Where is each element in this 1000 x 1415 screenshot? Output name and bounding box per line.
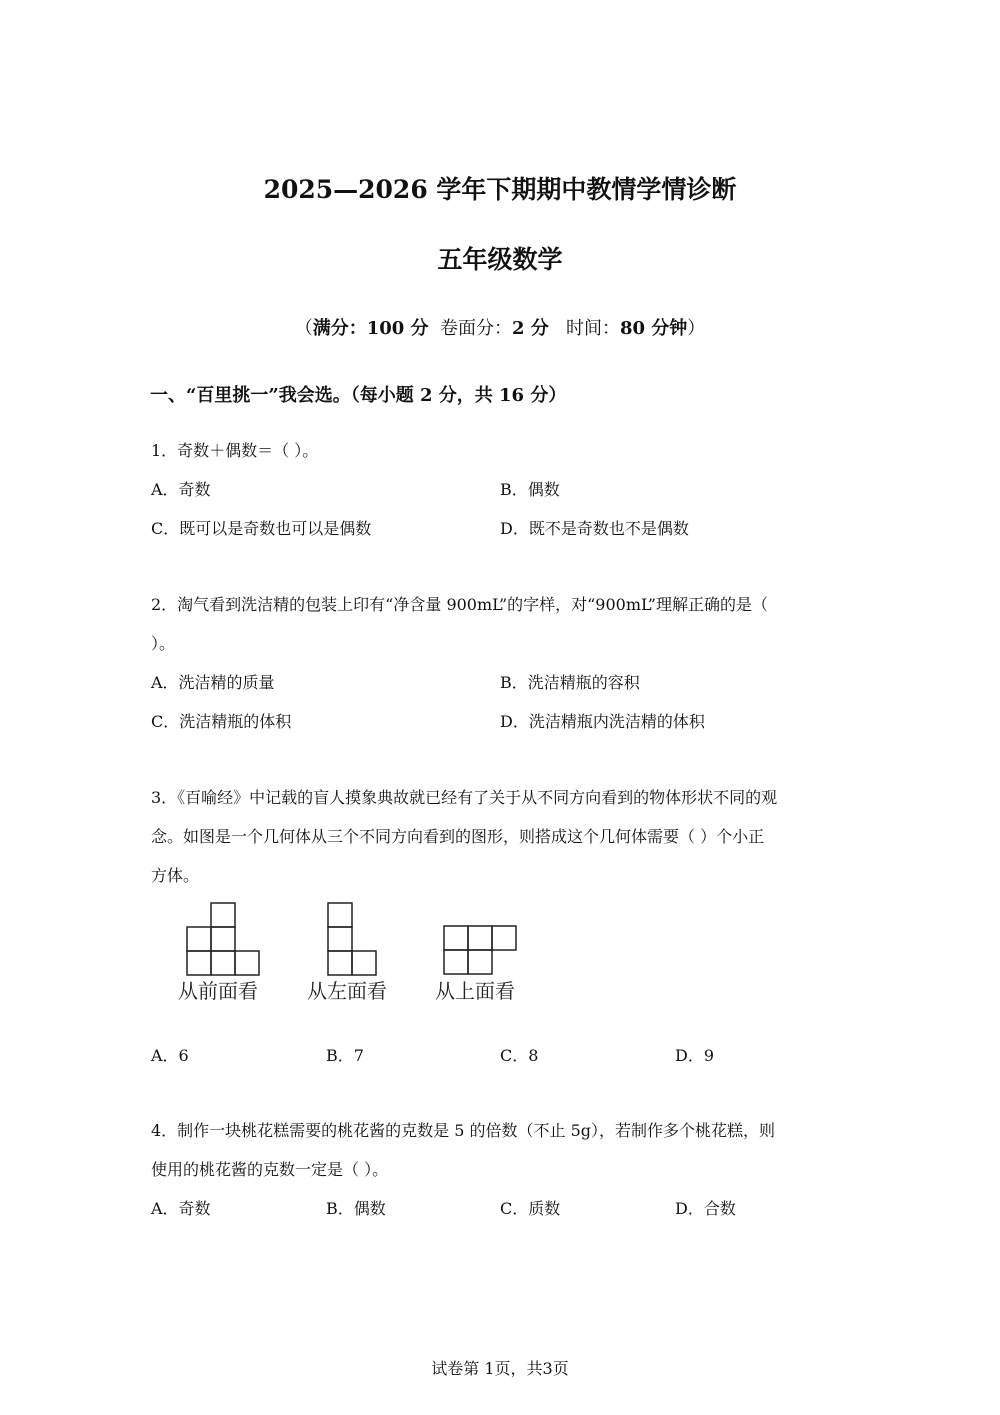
question-3-option-b: B．7	[326, 1046, 364, 1065]
question-4-option-a: A．奇数	[151, 1199, 211, 1218]
question-3-stem-end: 方体。	[151, 866, 200, 885]
three-view-diagram	[176, 898, 536, 1010]
question-2-stem-cont: ）。	[151, 634, 176, 653]
front-view-label: 从前面看	[178, 979, 258, 1003]
question-1-option-d: D．既不是奇数也不是偶数	[500, 519, 689, 538]
question-4-stem: 4．制作一块桃花糕需要的桃花酱的克数是 5 的倍数（不止 5g），若制作多个桃花糕，则	[151, 1121, 776, 1140]
score-label: 满分：	[312, 318, 367, 339]
question-1-stem: 1．奇数＋偶数＝（ ）。	[151, 441, 319, 460]
left-view-grid	[328, 903, 376, 975]
exam-info: （满分：100 分 卷面分：2 分 时间：80 分钟）	[294, 318, 706, 339]
top-view-grid	[444, 926, 516, 974]
question-2-option-b: B．洗洁精瓶的容积	[500, 673, 640, 692]
score-value: 100 分	[366, 318, 429, 339]
question-2-option-d: D．洗洁精瓶内洗洁精的体积	[500, 712, 705, 731]
three-view-figure	[176, 898, 536, 1010]
question-4-stem-cont: 使用的桃花酱的克数一定是（ ）。	[151, 1160, 389, 1179]
question-2-stem: 2．淘气看到洗洁精的包装上印有“净含量 900mL”的字样，对“900mL”理解正确的是（	[151, 595, 768, 614]
question-3-stem: 3．《百喻经》中记载的盲人摸象典故就已经有了关于从不同方向看到的物体形状不同的观	[151, 788, 778, 807]
question-3-option-c: C．8	[500, 1046, 539, 1065]
time-value: 80 分钟	[619, 318, 688, 339]
question-1-option-a: A．奇数	[151, 480, 211, 499]
question-4-option-c: C．质数	[500, 1199, 561, 1218]
question-3-option-d: D．9	[675, 1046, 715, 1065]
time-label: 时间：	[548, 318, 620, 339]
paper-value: 2 分	[512, 318, 549, 339]
question-1-option-c: C．既可以是奇数也可以是偶数	[151, 519, 372, 538]
question-4-option-d: D．合数	[675, 1199, 736, 1218]
paper-label: 卷面分：	[428, 318, 512, 339]
top-view-label: 从上面看	[435, 979, 515, 1003]
question-2-option-a: A．洗洁精的质量	[151, 673, 275, 692]
question-4-option-b: B．偶数	[326, 1199, 386, 1218]
front-view-grid	[187, 903, 259, 975]
page-footer: 试卷第 1页，共3页	[431, 1359, 569, 1378]
question-2-option-c: C．洗洁精瓶的体积	[151, 712, 292, 731]
question-3-option-a: A．6	[151, 1046, 189, 1065]
section-heading: 一、“百里挑一”我会选。（每小题 2 分，共 16 分）	[150, 385, 567, 406]
page-subtitle: 五年级数学	[437, 245, 563, 274]
left-view-label: 从左面看	[307, 979, 387, 1003]
page-title: 2025—2026 学年下期期中教情学情诊断	[263, 175, 737, 204]
question-1-option-b: B．偶数	[500, 480, 560, 499]
question-3-stem-cont: 念。如图是一个几何体从三个不同方向看到的图形，则搭成这个几何体需要（ ）个小正	[151, 827, 765, 846]
